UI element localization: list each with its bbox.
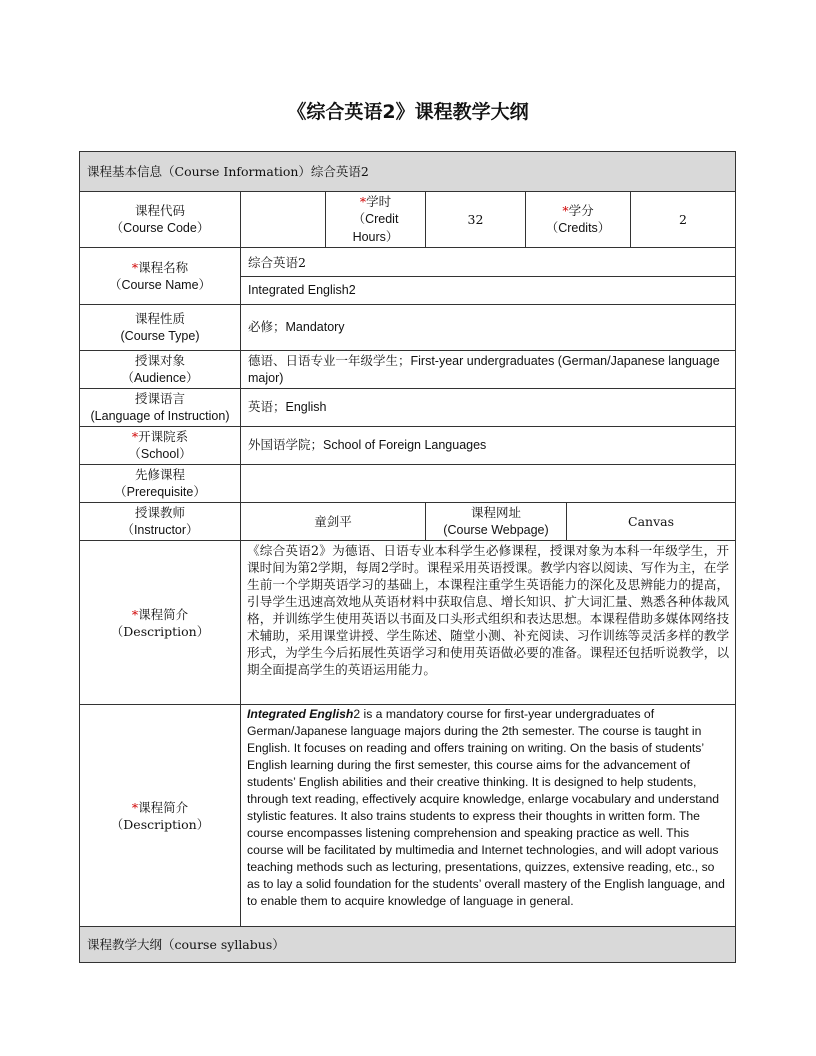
syllabus-section-header: 课程教学大纲（course syllabus） [80,927,736,963]
course-info-table [79,151,736,963]
course-code-label: 课程代码 （Course Code） [80,192,241,248]
description-en-text: Integrated English2 is a mandatory course for first-year undergraduates of German/Japanese language majors during the 2th semester. The course is taught in English. It focuses on reading and offers training on writing. On the basis of students’ English learning during the first semester, this course aims for the advancement of students’ English abilities and their creative thinking. It is designed to help students, through text reading, effectively acquire knowledge, enlarge vocabulary and understand stylistic features. It also trains students to express their thoughts in written form. The course encompasses listening comprehension and speaking practice as well. This course will be facilitated by multimedia and Internet technologies, and will adopt various teaching methods such as lecturing, presentations, quizzes, extensive reading, etc., so as to lay a solid foundation for the students’ overall mastery of the English language, and to enable them to acquire knowledge of language in general. [241,705,736,927]
prerequisite-label: 先修课程 （Prerequisite） [80,465,241,503]
course-name-label: *课程名称 （Course Name） [80,248,241,305]
school-value: 外国语学院；School of Foreign Languages [241,427,736,465]
audience-label: 授课对象 （Audience） [80,351,241,389]
course-title-emphasis: Integrated English [247,707,354,721]
language-label: 授课语言 (Language of Instruction) [80,389,241,427]
credit-hours-value: 32 [426,192,526,248]
course-type-label: 课程性质 (Course Type) [80,305,241,351]
credits-value: 2 [631,192,736,248]
instructor-value: 童剑平 [241,503,426,541]
credit-hours-label: *学时 （Credit Hours） [326,192,426,248]
course-info-section-header: 课程基本信息（Course Information）综合英语2 [80,152,736,192]
required-mark: * [359,194,367,209]
instructor-label: 授课教师 （Instructor） [80,503,241,541]
webpage-value[interactable]: Canvas [567,503,736,541]
webpage-label: 课程网址 (Course Webpage) [426,503,567,541]
course-type-value: 必修；Mandatory [241,305,736,351]
description-cn-text: 《综合英语2》为德语、日语专业本科学生必修课程，授课对象为本科一年级学生，开课时间为第2学期，每周2学时。课程采用英语授课。教学内容以阅读、写作为主，在学生前一个学期英语学习的基础上，本课程注重学生英语能力的深化及思辨能力的提高，引导学生迅速高效地从英语材料中获取信息、增长知识、扩大词汇量、熟悉各种体裁风格，并训练学生使用英语以书面及口头形式组织和表达思想。本课程借助多媒体网络技术辅助，采用课堂讲授、学生陈述、随堂小测、补充阅读、习作训练等灵活多样的教学形式，为学生今后拓展性英语学习和使用英语做必要的准备。课程还包括听说教学，以期全面提高学生的英语运用能力。 [241,541,736,705]
prerequisite-value [241,465,736,503]
credits-label: *学分 （Credits） [526,192,631,248]
required-mark: * [131,429,139,444]
required-mark: * [562,203,569,218]
required-mark: * [131,799,139,815]
audience-value: 德语、日语专业一年级学生；First-year undergraduates (German/Japanese language major) [241,351,736,389]
course-name-en: Integrated English2 [241,277,736,305]
required-mark: * [131,259,139,275]
description-en-label: *课程简介（Description） [80,705,241,927]
language-value: 英语；English [241,389,736,427]
required-mark: * [131,606,139,622]
school-label: *开课院系 （School） [80,427,241,465]
course-name-cn: 综合英语2 [241,248,736,277]
description-cn-label: *课程简介（Description） [80,541,241,705]
course-code-value [241,192,326,248]
page-title: 《综合英语2》课程教学大纲 [287,101,529,123]
